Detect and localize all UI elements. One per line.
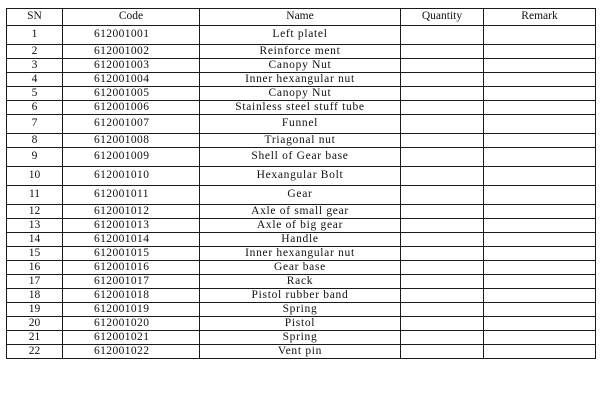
cell-quantity [401,275,484,289]
cell-code: 612001022 [63,345,200,359]
cell-code: 612001003 [63,59,200,73]
cell-quantity [401,345,484,359]
cell-name: Spring [200,331,401,345]
table-row [7,219,596,233]
cell-quantity [401,167,484,186]
table-row [7,247,596,261]
table-row [7,134,596,148]
cell-sn: 4 [7,73,63,87]
cell-sn: 12 [7,205,63,219]
table-row [7,26,596,45]
table-row [7,87,596,101]
cell-code: 612001012 [63,205,200,219]
cell-code: 612001001 [63,26,200,45]
cell-code: 612001009 [63,148,200,167]
table-row [7,261,596,275]
cell-sn: 20 [7,317,63,331]
cell-code: 612001017 [63,275,200,289]
table-row [7,148,596,167]
cell-remark [484,219,596,233]
cell-code: 612001002 [63,45,200,59]
cell-quantity [401,219,484,233]
cell-quantity [401,303,484,317]
cell-name: Handle [200,233,401,247]
cell-remark [484,317,596,331]
cell-remark [484,289,596,303]
cell-quantity [401,73,484,87]
cell-code: 612001006 [63,101,200,115]
cell-sn: 18 [7,289,63,303]
cell-quantity [401,317,484,331]
cell-remark [484,26,596,45]
cell-quantity [401,247,484,261]
cell-code: 612001015 [63,247,200,261]
cell-quantity [401,233,484,247]
cell-sn: 13 [7,219,63,233]
cell-code: 612001011 [63,186,200,205]
cell-name: Pistol rubber band [200,289,401,303]
cell-remark [484,59,596,73]
cell-quantity [401,289,484,303]
cell-name: Shell of Gear base [200,148,401,167]
cell-remark [484,233,596,247]
cell-quantity [401,205,484,219]
cell-remark [484,186,596,205]
cell-sn: 21 [7,331,63,345]
cell-sn: 15 [7,247,63,261]
cell-remark [484,101,596,115]
cell-remark [484,73,596,87]
parts-table [6,8,596,359]
header-remark: Remark [484,9,596,26]
cell-name: Left platel [200,26,401,45]
table-row [7,303,596,317]
cell-quantity [401,148,484,167]
table-row [7,186,596,205]
cell-name: Reinforce ment [200,45,401,59]
cell-remark [484,45,596,59]
cell-sn: 5 [7,87,63,101]
cell-sn: 1 [7,26,63,45]
cell-code: 612001005 [63,87,200,101]
cell-sn: 17 [7,275,63,289]
table-row [7,331,596,345]
cell-remark [484,134,596,148]
cell-name: Hexangular Bolt [200,167,401,186]
cell-name: Triagonal nut [200,134,401,148]
table-body [7,26,596,359]
cell-name: Canopy Nut [200,87,401,101]
cell-sn: 9 [7,148,63,167]
cell-name: Rack [200,275,401,289]
cell-sn: 10 [7,167,63,186]
table-row [7,101,596,115]
header-sn: SN [7,9,63,26]
cell-sn: 7 [7,115,63,134]
cell-remark [484,87,596,101]
table-row [7,317,596,331]
cell-code: 612001016 [63,261,200,275]
cell-code: 612001010 [63,167,200,186]
cell-sn: 14 [7,233,63,247]
cell-sn: 3 [7,59,63,73]
table-row [7,233,596,247]
cell-remark [484,345,596,359]
cell-remark [484,167,596,186]
cell-remark [484,148,596,167]
cell-quantity [401,134,484,148]
cell-remark [484,261,596,275]
table-header [7,9,596,26]
cell-remark [484,331,596,345]
cell-remark [484,303,596,317]
cell-quantity [401,261,484,275]
cell-name: Funnel [200,115,401,134]
cell-code: 612001020 [63,317,200,331]
table-row [7,59,596,73]
header-code: Code [63,9,200,26]
cell-code: 612001008 [63,134,200,148]
cell-remark [484,247,596,261]
cell-name: Pistol [200,317,401,331]
cell-name: Inner hexangular nut [200,247,401,261]
table-row [7,275,596,289]
cell-quantity [401,331,484,345]
cell-code: 612001014 [63,233,200,247]
cell-name: Vent pin [200,345,401,359]
cell-sn: 8 [7,134,63,148]
cell-remark [484,275,596,289]
cell-code: 612001004 [63,73,200,87]
cell-name: Inner hexangular nut [200,73,401,87]
cell-sn: 2 [7,45,63,59]
table-row [7,345,596,359]
header-name: Name [200,9,401,26]
cell-code: 612001021 [63,331,200,345]
table-row [7,45,596,59]
cell-name: Stainless steel stuff tube [200,101,401,115]
cell-name: Axle of big gear [200,219,401,233]
cell-name: Axle of small gear [200,205,401,219]
cell-sn: 19 [7,303,63,317]
table-row [7,167,596,186]
cell-name: Spring [200,303,401,317]
table-row [7,73,596,87]
cell-code: 612001007 [63,115,200,134]
cell-code: 612001013 [63,219,200,233]
cell-quantity [401,101,484,115]
cell-sn: 16 [7,261,63,275]
table-row [7,205,596,219]
cell-quantity [401,115,484,134]
cell-sn: 22 [7,345,63,359]
header-quantity: Quantity [401,9,484,26]
cell-code: 612001018 [63,289,200,303]
cell-remark [484,115,596,134]
cell-name: Gear base [200,261,401,275]
cell-sn: 6 [7,101,63,115]
cell-quantity [401,59,484,73]
cell-name: Gear [200,186,401,205]
cell-quantity [401,87,484,101]
cell-remark [484,205,596,219]
table-row [7,115,596,134]
cell-code: 612001019 [63,303,200,317]
cell-sn: 11 [7,186,63,205]
table-row [7,289,596,303]
cell-quantity [401,45,484,59]
cell-name: Canopy Nut [200,59,401,73]
header-row [7,9,596,26]
cell-quantity [401,186,484,205]
cell-quantity [401,26,484,45]
